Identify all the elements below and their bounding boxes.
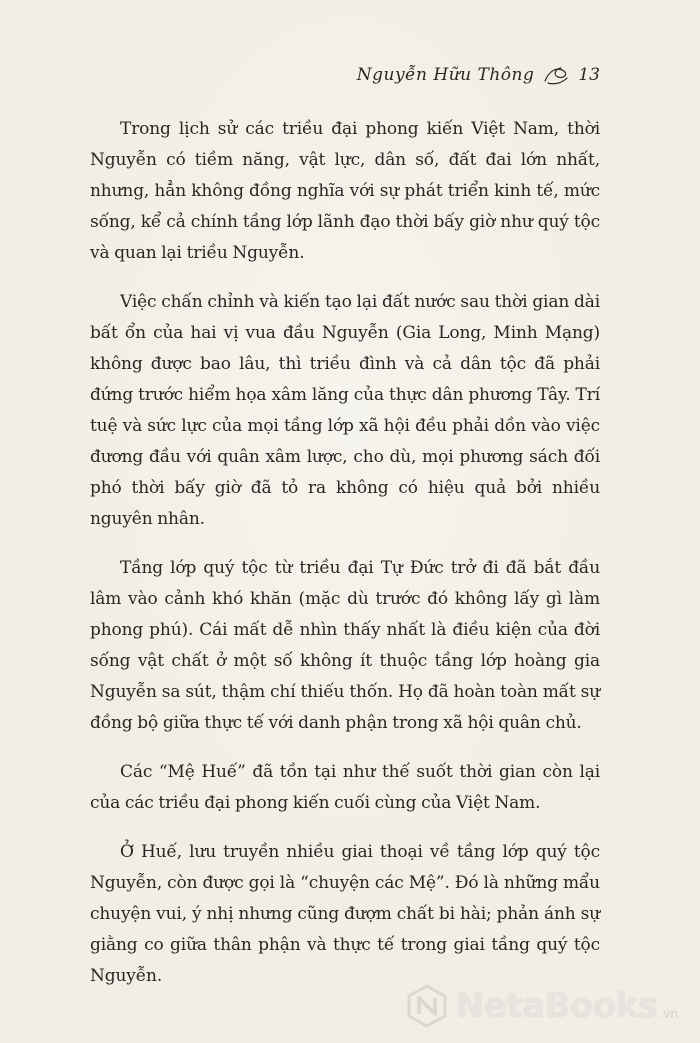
page-number: 13 xyxy=(578,65,600,85)
watermark-suffix: .vn xyxy=(659,1007,678,1021)
watermark-brand: NetaBooks xyxy=(455,986,658,1026)
paragraph: Việc chấn chỉnh và kiến tạo lại đất nước sau thời gian dài bất ổn của hai vị vua đầu Nguyễn (Gia Long, Minh Mạng) không được bao lâu, thì triều đình và cả dân tộc đã phải đứng trước hiểm họa xâm lăng của thực dân phương Tây. Trí tuệ và sức lực của mọi tầng lớp xã hội đều phải dồn vào việc đương đầu với quân xâm lược, cho dù, mọi phương sách đối phó thời bấy giờ đã tỏ ra không có hiệu quả bởi nhiều nguyên nhân. xyxy=(90,292,600,529)
paragraph: Các “Mệ Huế” đã tồn tại như thế suốt thời gian còn lại của các triều đại phong kiến cuối cùng của Việt Nam. xyxy=(90,762,600,813)
netabooks-logo-icon xyxy=(404,983,450,1029)
paragraph: Ở Huế, lưu truyền nhiều giai thoại về tầng lớp quý tộc Nguyễn, còn được gọi là “chuyện các Mệ”. Đó là những mẩu chuyện vui, ý nhị nhưng cũng đượm chất bi hài; phản ánh sự giằng co giữa thân phận và thực tế trong giai tầng quý tộc Nguyễn. xyxy=(90,842,600,986)
flourish-icon xyxy=(542,63,570,87)
paragraph: Trong lịch sử các triều đại phong kiến Việt Nam, thời Nguyễn có tiềm năng, vật lực, dân số, đất đai lớn nhất, nhưng, hẳn không đồng nghĩa với sự phát triển kinh tế, mức sống, kể cả chính tầng lớp lãnh đạo thời bấy giờ như quý tộc và quan lại triều Nguyễn. xyxy=(90,119,600,263)
paragraph: Tầng lớp quý tộc từ triều đại Tự Đức trở đi đã bắt đầu lâm vào cảnh khó khăn (mặc dù trước đó không lấy gì làm phong phú). Cái mất dễ nhìn thấy nhất là điều kiện của đời sống vật chất ở một số không ít thuộc tầng lớp hoàng gia Nguyễn sa sút, thậm chí thiếu thốn. Họ đã hoàn toàn mất sự đồng bộ giữa thực tế với danh phận trong xã hội quân chủ. xyxy=(90,558,600,733)
watermark xyxy=(404,983,678,1029)
running-header-author: Nguyễn Hữu Thông xyxy=(356,65,535,85)
running-header xyxy=(357,60,600,90)
body-text xyxy=(90,114,600,1010)
